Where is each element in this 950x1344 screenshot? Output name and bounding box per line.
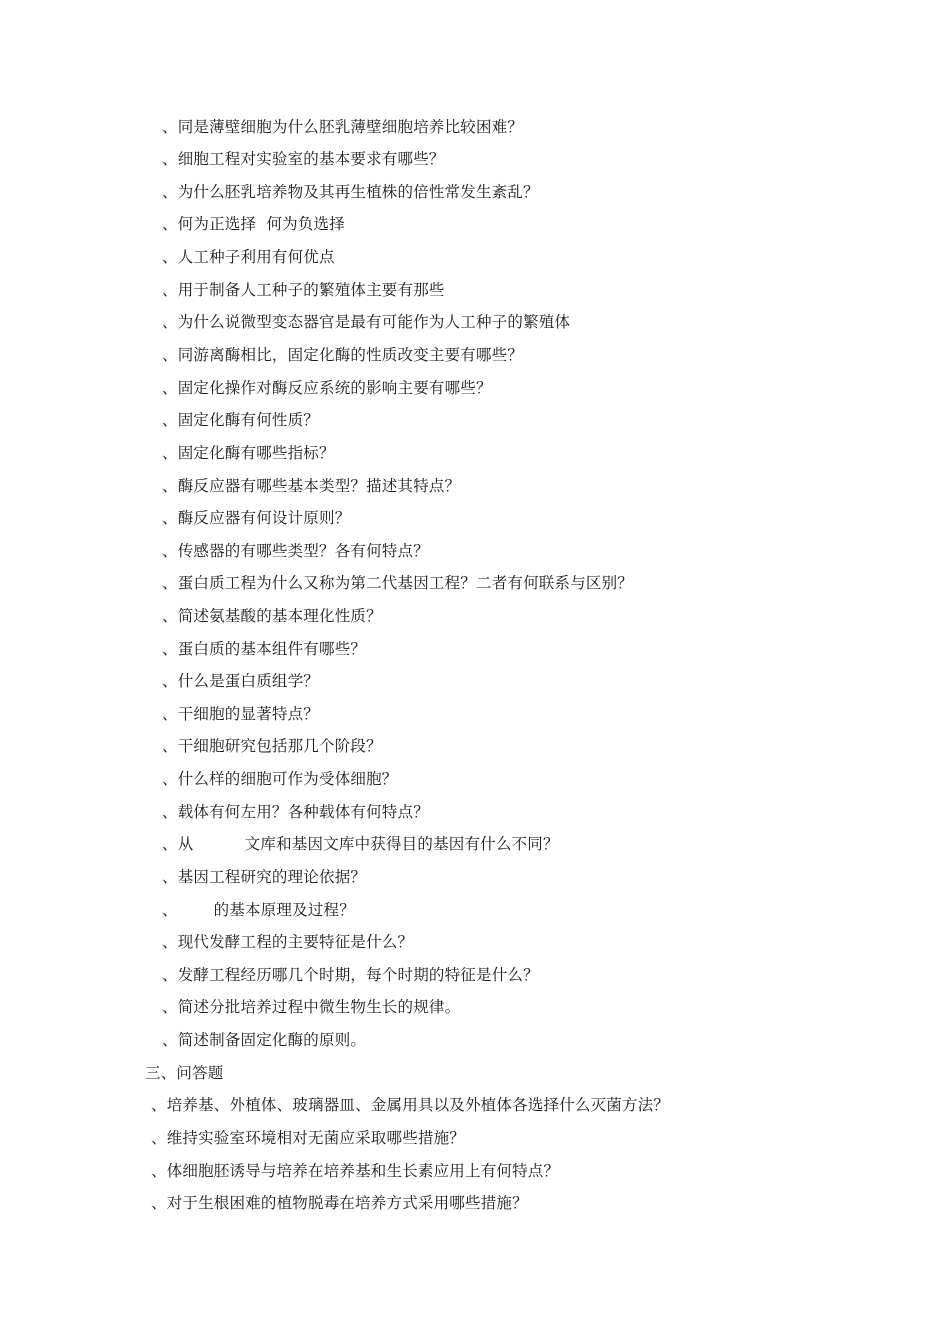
list-item: 、固定化操作对酶反应系统的影响主要有哪些？: [162, 379, 492, 397]
list-item: 、何为正选择 何为负选择: [162, 215, 345, 233]
list-item: 、人工种子利用有何优点: [162, 248, 335, 266]
list-item: 、蛋白质工程为什么又称为第二代基因工程？二者有何联系与区别？: [162, 574, 634, 592]
list-item: 、简述氨基酸的基本理化性质？: [162, 607, 382, 625]
list-item: 、基因工程研究的理论依据？: [162, 868, 367, 886]
list-item: 、为什么说微型变态器官是最有可能作为人工种子的繁殖体: [162, 313, 571, 331]
list-item: 、为什么胚乳培养物及其再生植株的倍性常发生紊乱？: [162, 183, 539, 201]
list-item: 、蛋白质的基本组件有哪些？: [162, 640, 367, 658]
list-item: 、传感器的有哪些类型？各有何特点？: [162, 542, 429, 560]
list-item: 、干细胞的显著特点？: [162, 705, 320, 723]
list-item: 、现代发酵工程的主要特征是什么？: [162, 933, 414, 951]
list-item: 、维持实验室环境相对无菌应采取哪些措施？: [151, 1129, 466, 1147]
list-item: 、什么样的细胞可作为受体细胞？: [162, 770, 398, 788]
list-item: 、对于生根困难的植物脱毒在培养方式采用哪些措施？: [151, 1194, 528, 1212]
list-item: 、酶反应器有何设计原则？: [162, 509, 351, 527]
list-item: 、什么是蛋白质组学？: [162, 672, 320, 690]
list-item: 、同游离酶相比，固定化酶的性质改变主要有哪些？: [162, 346, 524, 364]
section-heading: 三、问答题: [145, 1064, 224, 1082]
list-item: 、干细胞研究包括那几个阶段？: [162, 737, 382, 755]
list-item: 、简述制备固定化酶的原则。: [162, 1031, 367, 1049]
list-item: 、酶反应器有哪些基本类型？描述其特点？: [162, 477, 461, 495]
list-item: 、细胞工程对实验室的基本要求有哪些？: [162, 150, 445, 168]
list-item: 、载体有何左用？各种载体有何特点？: [162, 803, 429, 821]
list-item: 、用于制备人工种子的繁殖体主要有那些: [162, 281, 445, 299]
list-item: 、固定化酶有哪些指标？: [162, 444, 335, 462]
list-item: 、体细胞胚诱导与培养在培养基和生长素应用上有何特点？: [151, 1162, 560, 1180]
list-item: 、固定化酶有何性质？: [162, 411, 320, 429]
list-item: 、发酵工程经历哪几个时期，每个时期的特征是什么？: [162, 966, 539, 984]
list-item: 、同是薄壁细胞为什么胚乳薄壁细胞培养比较困难？: [162, 118, 524, 136]
list-item: 、培养基、外植体、玻璃器皿、金属用具以及外植体各选择什么灭菌方法？: [151, 1096, 670, 1114]
list-item: 、 的基本原理及过程？: [162, 901, 355, 919]
list-item: 、简述分批培养过程中微生物生长的规律。: [162, 998, 461, 1016]
list-item: 、从 文库和基因文库中获得目的基因有什么不同？: [162, 835, 559, 853]
